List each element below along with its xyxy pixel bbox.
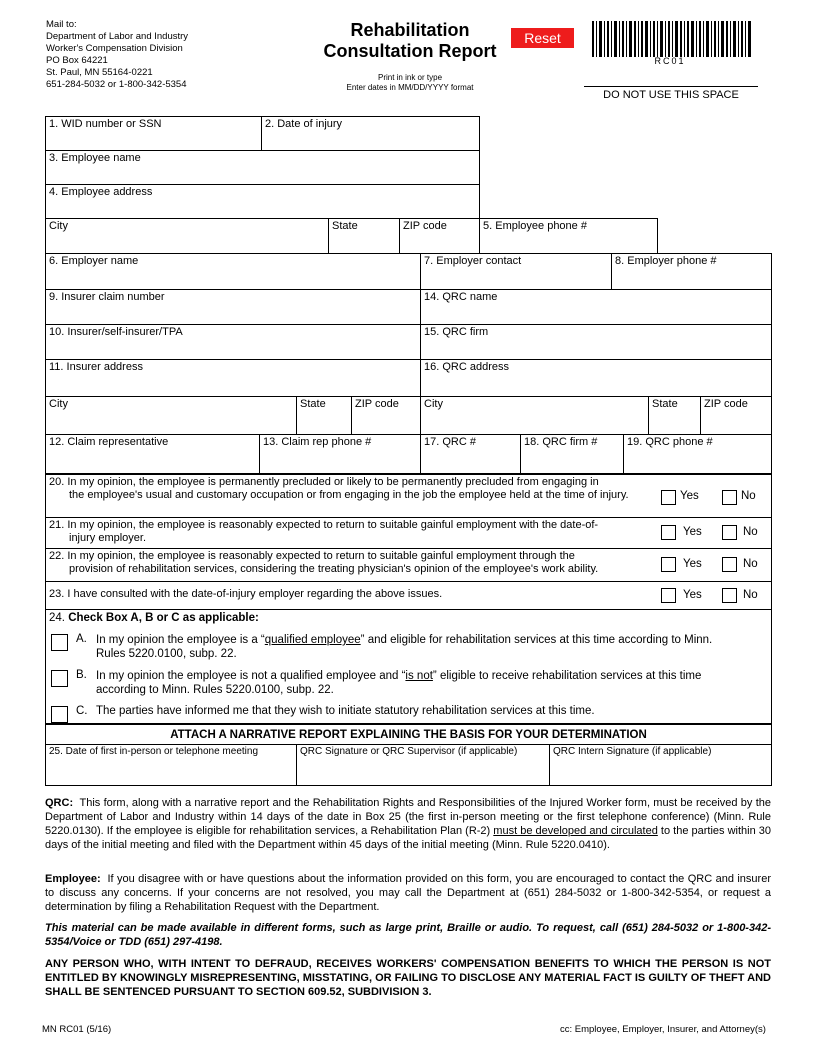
field-label: 10. Insurer/self-insurer/TPA <box>49 326 183 338</box>
option-a-letter: A. <box>76 633 87 645</box>
qrc-signature-field[interactable] <box>296 744 550 786</box>
barcode-image <box>592 21 754 59</box>
employee-zip-field[interactable] <box>399 218 480 254</box>
mail-line: 651-284-5032 or 1-800-342-5354 <box>46 79 187 90</box>
q24-number: 24. <box>49 612 65 624</box>
field-label: 14. QRC name <box>424 291 498 303</box>
q24-heading <box>49 612 259 624</box>
qrc-state-field[interactable] <box>648 396 701 435</box>
no-label: No <box>743 526 758 538</box>
field-label: 15. QRC firm <box>424 326 489 338</box>
form-id: MN RC01 (5/16) <box>42 1024 112 1035</box>
question-line: 20. In my opinion, the employee is permanently precluded or likely to be permanently precluded from engaging in <box>49 476 599 488</box>
instruction-dates: Enter dates in MM/DD/YYYY format <box>346 83 474 92</box>
question-24 <box>45 610 772 724</box>
employee-label: Employee: <box>45 873 101 885</box>
field-label: 16. QRC address <box>424 361 509 373</box>
field-label: 7. Employer contact <box>424 255 522 267</box>
q24-heading-text: Check Box A, B or C as applicable: <box>68 612 259 624</box>
yes-label: Yes <box>683 558 702 570</box>
qrc-text-2: to the parties within 30 days of the initial meeting and filed with the Department within 45 days of the initial meeting (Minn. Rule 5220.0410). <box>45 825 771 851</box>
question-text: 23. I have consulted with the date-of-injury employer regarding the above issues. <box>49 588 443 600</box>
field-label: 8. Employer phone # <box>615 255 717 267</box>
qrc-label: QRC: <box>45 797 74 809</box>
question-text <box>49 519 649 545</box>
insurer-state-field[interactable] <box>296 396 352 435</box>
option-a-post: ” and eligible for rehabilitation services at this time according to Minn. <box>360 634 713 646</box>
mail-line: Mail to: <box>46 19 77 30</box>
q23-no-checkbox[interactable] <box>722 588 737 603</box>
field-label: City <box>49 220 68 232</box>
insurer-city-field[interactable] <box>45 396 297 435</box>
question-line: 22. In my opinion, the employee is reasonably expected to return to suitable gainful employment through the <box>49 550 575 562</box>
question-line: provision of rehabilitation services, considering the treating physician's opinion of the employee's work ability. <box>69 563 599 575</box>
claim-representative-field[interactable] <box>45 434 260 474</box>
employee-state-field[interactable] <box>328 218 400 254</box>
insurer-claim-number-field[interactable] <box>45 289 421 325</box>
field-label: ZIP code <box>355 398 399 410</box>
yes-label: Yes <box>683 526 702 538</box>
qrc-city-field[interactable] <box>420 396 649 435</box>
employee-instructions <box>45 872 771 914</box>
q20-no-checkbox[interactable] <box>722 490 737 505</box>
date-of-injury-field[interactable] <box>261 116 480 151</box>
option-a-pre: In my opinion the employee is a “ <box>96 634 265 646</box>
wid-ssn-field[interactable] <box>45 116 262 151</box>
field-label: 3. Employee name <box>49 152 141 164</box>
option-b-post: ” eligible to receive rehabilitation services at this time <box>432 670 702 682</box>
field-label: 19. QRC phone # <box>627 436 713 448</box>
q21-yes-checkbox[interactable] <box>661 525 676 540</box>
mail-line: Department of Labor and Industry <box>46 31 189 42</box>
barcode-label: RC01 <box>654 56 686 66</box>
question-line: injury employer. <box>69 532 147 544</box>
qrc-firm-number-field[interactable] <box>520 434 624 474</box>
option-b-letter: B. <box>76 669 87 681</box>
field-label: City <box>424 398 443 410</box>
question-line: 21. In my opinion, the employee is reasonably expected to return to suitable gainful employment with the date-of- <box>49 519 599 531</box>
alternate-formats-notice: This material can be made available in different forms, such as large print, Braille or audio. To request, call (651) 284-5032 or 1-800-342-5354/Voice or TDD (651) 297-4198. <box>45 922 771 948</box>
option-b-underlined: is not <box>405 670 433 682</box>
field-label: 11. Insurer address <box>49 361 143 373</box>
mail-line: St. Paul, MN 55164-0221 <box>46 67 153 78</box>
field-label: 17. QRC # <box>424 436 476 448</box>
instruction-print: Print in ink or type <box>377 73 443 82</box>
field-label: ZIP code <box>403 220 447 232</box>
first-meeting-date-field[interactable] <box>45 744 297 786</box>
title-line-2: Consultation Report <box>323 41 497 61</box>
q21-no-checkbox[interactable] <box>722 525 737 540</box>
field-label: 4. Employee address <box>49 186 153 198</box>
reset-button[interactable]: Reset <box>511 28 574 48</box>
field-label: 13. Claim rep phone # <box>263 436 372 448</box>
option-a-line2: Rules 5220.0100, subp. 22. <box>96 648 237 660</box>
field-label: QRC Intern Signature (if applicable) <box>553 746 712 757</box>
no-label: No <box>743 589 758 601</box>
insurer-name-field[interactable] <box>45 324 421 360</box>
no-label: No <box>741 490 756 502</box>
field-label: 2. Date of injury <box>265 118 343 130</box>
option-a-underlined: qualified employee <box>264 634 361 646</box>
field-label: State <box>300 398 326 410</box>
employer-phone-field[interactable] <box>611 253 772 290</box>
field-label: 18. QRC firm # <box>524 436 598 448</box>
field-label: 9. Insurer claim number <box>49 291 165 303</box>
q22-no-checkbox[interactable] <box>722 557 737 572</box>
field-label: ZIP code <box>704 398 748 410</box>
do-not-use-divider <box>584 86 758 87</box>
option-b-pre: In my opinion the employee is not a qualified employee and “ <box>96 670 406 682</box>
mail-line: Worker's Compensation Division <box>46 43 183 54</box>
employee-text: If you disagree with or have questions about the information provided on this form, you are encouraged to contact the QRC and insurer to discuss any concerns. If your concerns are not resolved, you may call the Department at (651) 284-5032 or 1-800-342-5354, or request a determination by filing a Rehabilitation Request with the Department. <box>45 873 771 913</box>
qrc-text-1: This form, along with a narrative report and the Rehabilitation Rights and Responsibilities of the Injured Worker form, must be received by the Department of Labor and Industry within 14 days of the date in Box 25 (the first in-person meeting or the first telephone conference) (Minn. Rule 5220.0130). If the employee is eligible for rehabilitation services, a Rehabilitation Plan (R-2) <box>45 797 771 837</box>
option-a-checkbox[interactable] <box>51 634 68 651</box>
qrc-name-field[interactable] <box>420 289 772 325</box>
question-line: the employee's usual and customary occupation or from engaging in the job the employee held at the time of injury. <box>69 489 629 501</box>
option-a-text <box>96 633 766 661</box>
mail-line: PO Box 64221 <box>46 55 108 66</box>
field-label: 5. Employee phone # <box>483 220 587 232</box>
question-21 <box>45 518 772 549</box>
intern-signature-field[interactable] <box>549 744 772 786</box>
employee-name-field[interactable] <box>45 150 480 185</box>
employer-name-field[interactable] <box>45 253 421 290</box>
qrc-text-underlined: must be developed and circulated <box>493 825 658 837</box>
qrc-zip-field[interactable] <box>700 396 772 435</box>
qrc-phone-field[interactable] <box>623 434 772 474</box>
employer-contact-field[interactable] <box>420 253 612 290</box>
claim-rep-phone-field[interactable] <box>259 434 421 474</box>
field-label: 12. Claim representative <box>49 436 169 448</box>
field-label: 1. WID number or SSN <box>49 118 162 130</box>
question-23 <box>45 582 772 610</box>
q22-yes-checkbox[interactable] <box>661 557 676 572</box>
field-label: State <box>332 220 358 232</box>
field-label: City <box>49 398 68 410</box>
option-b-line2: according to Minn. Rules 5220.0100, subp. 22. <box>96 684 334 696</box>
cc-distribution: cc: Employee, Employer, Insurer, and Attorney(s) <box>560 1024 766 1035</box>
option-b-checkbox[interactable] <box>51 670 68 687</box>
question-22 <box>45 549 772 582</box>
employee-phone-field[interactable] <box>479 218 658 254</box>
insurer-zip-field[interactable] <box>351 396 421 435</box>
option-b-text <box>96 669 766 697</box>
yes-label: Yes <box>680 490 699 502</box>
option-c-text: The parties have informed me that they wish to initiate statutory rehabilitation services at this time. <box>96 705 595 717</box>
option-c-checkbox[interactable] <box>51 706 68 723</box>
fraud-warning: ANY PERSON WHO, WITH INTENT TO DEFRAUD, RECEIVES WORKERS' COMPENSATION BENEFITS TO WHICH THE PERSON IS NOT ENTITLED BY KNOWINGLY MISREPRESENTING, MISSTATING, OR FAILING TO DISCLOSE ANY MATERIAL FACT IS GUILTY OF THEFT AND SHALL BE SENTENCED PURSUANT TO SECTION 609.52, SUBDIVISION 3. <box>45 958 771 998</box>
employee-city-field[interactable] <box>45 218 329 254</box>
question-20 <box>45 475 772 518</box>
option-c-letter: C. <box>76 705 88 717</box>
mailing-address <box>46 19 188 91</box>
qrc-number-field[interactable] <box>420 434 521 474</box>
question-text <box>49 550 649 576</box>
qrc-firm-field[interactable] <box>420 324 772 360</box>
attach-narrative-banner: ATTACH A NARRATIVE REPORT EXPLAINING THE BASIS FOR YOUR DETERMINATION <box>45 724 772 745</box>
title-line-1: Rehabilitation <box>350 20 470 40</box>
yes-label: Yes <box>683 589 702 601</box>
no-label: No <box>743 558 758 570</box>
qrc-instructions <box>45 796 771 852</box>
qrc-address-field[interactable] <box>420 359 772 397</box>
insurer-address-field[interactable] <box>45 359 421 397</box>
do-not-use-label: DO NOT USE THIS SPACE <box>603 89 739 101</box>
field-label: QRC Signature or QRC Supervisor (if applicable) <box>300 746 518 757</box>
form-title <box>300 20 520 62</box>
question-text <box>49 476 649 502</box>
field-label: 25. Date of first in-person or telephone meeting <box>49 746 259 757</box>
field-label: 6. Employer name <box>49 255 139 267</box>
employee-address-field[interactable] <box>45 184 480 219</box>
q20-yes-checkbox[interactable] <box>661 490 676 505</box>
q23-yes-checkbox[interactable] <box>661 588 676 603</box>
field-label: State <box>652 398 678 410</box>
instructions <box>300 73 520 93</box>
